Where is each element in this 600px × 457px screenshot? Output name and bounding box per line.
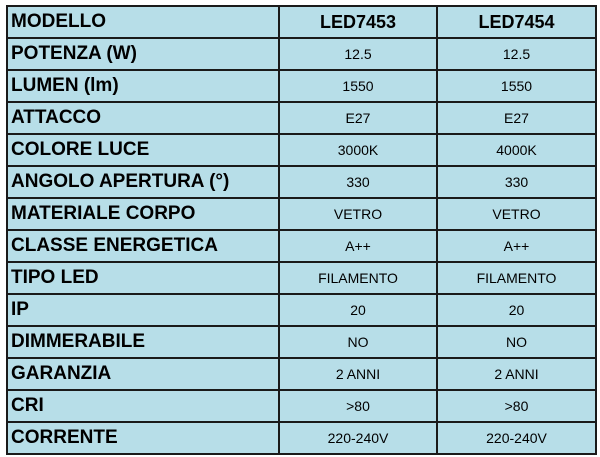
row-value-2: 12.5 — [437, 38, 596, 70]
row-value-2: >80 — [437, 390, 596, 422]
table-row — [7, 326, 596, 358]
table-row — [7, 422, 596, 454]
table-row — [7, 166, 596, 198]
row-value-1: 1550 — [279, 70, 437, 102]
row-value-2: E27 — [437, 102, 596, 134]
table-row — [7, 230, 596, 262]
row-value-1: A++ — [279, 230, 437, 262]
row-label: ATTACCO — [7, 102, 279, 134]
row-value-1: FILAMENTO — [279, 262, 437, 294]
row-value-2: 1550 — [437, 70, 596, 102]
table-row — [7, 70, 596, 102]
row-value-1: 220-240V — [279, 422, 437, 454]
row-value-1: 330 — [279, 166, 437, 198]
row-label: ANGOLO APERTURA (°) — [7, 166, 279, 198]
header-label: MODELLO — [7, 6, 279, 38]
row-value-2: 20 — [437, 294, 596, 326]
row-value-1: >80 — [279, 390, 437, 422]
row-value-1: 3000K — [279, 134, 437, 166]
row-label: COLORE LUCE — [7, 134, 279, 166]
row-label: POTENZA (W) — [7, 38, 279, 70]
table-row — [7, 134, 596, 166]
table-row — [7, 198, 596, 230]
row-label: CRI — [7, 390, 279, 422]
row-label: TIPO LED — [7, 262, 279, 294]
row-label: DIMMERABILE — [7, 326, 279, 358]
table-header-row — [7, 6, 596, 38]
row-value-2: 330 — [437, 166, 596, 198]
row-value-2: VETRO — [437, 198, 596, 230]
table-row — [7, 358, 596, 390]
row-value-1: VETRO — [279, 198, 437, 230]
row-label: GARANZIA — [7, 358, 279, 390]
row-value-2: 2 ANNI — [437, 358, 596, 390]
row-value-2: FILAMENTO — [437, 262, 596, 294]
spec-table — [6, 5, 597, 455]
row-label: LUMEN (lm) — [7, 70, 279, 102]
row-value-2: NO — [437, 326, 596, 358]
row-value-2: A++ — [437, 230, 596, 262]
row-value-2: 4000K — [437, 134, 596, 166]
row-value-1: 12.5 — [279, 38, 437, 70]
table-row — [7, 262, 596, 294]
row-value-1: E27 — [279, 102, 437, 134]
spec-table-container — [6, 5, 595, 452]
header-model-1: LED7453 — [279, 6, 437, 38]
table-row — [7, 294, 596, 326]
table-row — [7, 102, 596, 134]
row-value-1: 20 — [279, 294, 437, 326]
table-row — [7, 38, 596, 70]
row-value-1: NO — [279, 326, 437, 358]
row-label: CLASSE ENERGETICA — [7, 230, 279, 262]
row-label: IP — [7, 294, 279, 326]
row-value-2: 220-240V — [437, 422, 596, 454]
row-label: CORRENTE — [7, 422, 279, 454]
header-model-2: LED7454 — [437, 6, 596, 38]
table-row — [7, 390, 596, 422]
row-value-1: 2 ANNI — [279, 358, 437, 390]
row-label: MATERIALE CORPO — [7, 198, 279, 230]
